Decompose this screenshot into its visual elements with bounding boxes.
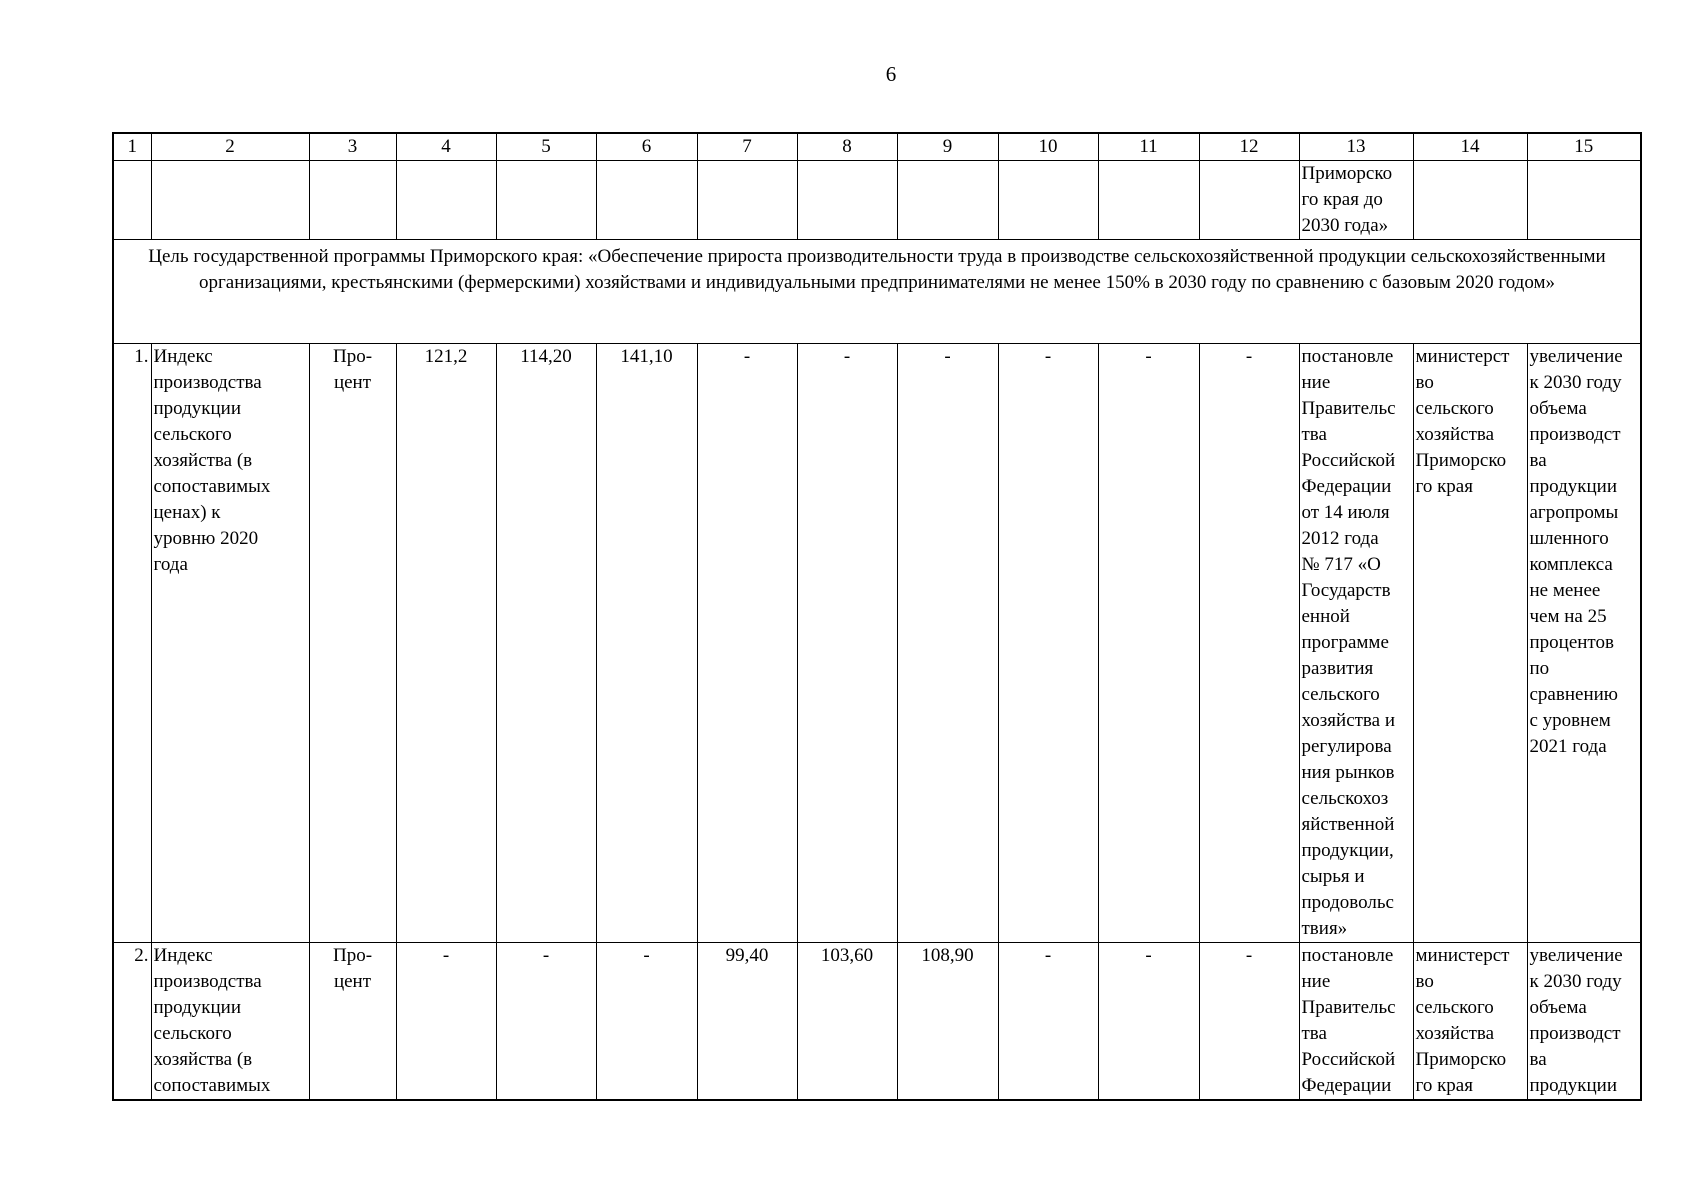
- col-header: 10: [998, 133, 1098, 161]
- source-document: постановле ние Правительс тва Российской Федерации: [1299, 943, 1413, 1101]
- col-header: 2: [151, 133, 309, 161]
- value-col6: 141,10: [596, 344, 697, 943]
- value-col10: -: [998, 943, 1098, 1101]
- value-col4: -: [396, 943, 496, 1101]
- value-col12: -: [1199, 344, 1299, 943]
- table-row: [113, 943, 1641, 1101]
- program-goal: Цель государственной программы Приморского края: «Обеспечение прироста производительности труда в производстве сельскохозяйственной продукции сельскохозяйственными организациями, крестьянскими (фермерскими) хозяйствами и индивидуальными предпринимателями не менее 150% в 2030 году по сравнению с базовым 2020 годом»: [113, 240, 1641, 344]
- expected-result: увеличение к 2030 году объема производст ва продукции: [1527, 943, 1641, 1101]
- value-col11: -: [1098, 344, 1199, 943]
- col-header: 6: [596, 133, 697, 161]
- source-document: постановле ние Правительс тва Российской Федерации от 14 июля 2012 года № 717 «О Государств енной программе развития сельского хозяйства и регулирова ния рынков сельскохоз яйственной продукции, сырья и продовольс твия»: [1299, 344, 1413, 943]
- unit-cell: Про- цент: [309, 943, 396, 1101]
- value-col10: -: [998, 344, 1098, 943]
- value-col12: -: [1199, 943, 1299, 1101]
- value-col11: -: [1098, 943, 1199, 1101]
- col-header: 8: [797, 133, 897, 161]
- value-col9: 108,90: [897, 943, 998, 1101]
- indicator-name: Индекс производства продукции сельского хозяйства (в сопоставимых: [151, 943, 309, 1101]
- column-numbers-row: [113, 133, 1641, 161]
- responsible-body: министерст во сельского хозяйства Приморско го края: [1413, 344, 1527, 943]
- continuation-row: [113, 161, 1641, 240]
- value-col6: -: [596, 943, 697, 1101]
- col-header: 12: [1199, 133, 1299, 161]
- value-col8: -: [797, 344, 897, 943]
- value-col5: -: [496, 943, 596, 1101]
- value-col9: -: [897, 344, 998, 943]
- col-header: 4: [396, 133, 496, 161]
- row-number: 1.: [113, 344, 151, 943]
- value-col5: 114,20: [496, 344, 596, 943]
- expected-result: увеличение к 2030 году объема производст ва продукции агропромы шленного комплекса не менее чем на 25 процентов по сравнению с уровнем 2021 года: [1527, 344, 1641, 943]
- value-col7: 99,40: [697, 943, 797, 1101]
- col-header: 9: [897, 133, 998, 161]
- col-header: 3: [309, 133, 396, 161]
- value-col7: -: [697, 344, 797, 943]
- indicators-table: [112, 132, 1642, 1101]
- continuation-doc-cell: Приморско го края до 2030 года»: [1299, 161, 1413, 240]
- responsible-body: министерст во сельского хозяйства Приморско го края: [1413, 943, 1527, 1101]
- col-header: 15: [1527, 133, 1641, 161]
- goal-row: [113, 240, 1641, 344]
- value-col4: 121,2: [396, 344, 496, 943]
- col-header: 5: [496, 133, 596, 161]
- unit-cell: Про- цент: [309, 344, 396, 943]
- row-number: 2.: [113, 943, 151, 1101]
- col-header: 13: [1299, 133, 1413, 161]
- indicator-name: Индекс производства продукции сельского хозяйства (в сопоставимых ценах) к уровню 2020 года: [151, 344, 309, 943]
- col-header: 11: [1098, 133, 1199, 161]
- table-row: [113, 344, 1641, 943]
- col-header: 1: [113, 133, 151, 161]
- col-header: 7: [697, 133, 797, 161]
- value-col8: 103,60: [797, 943, 897, 1101]
- col-header: 14: [1413, 133, 1527, 161]
- page-number: 6: [885, 62, 897, 86]
